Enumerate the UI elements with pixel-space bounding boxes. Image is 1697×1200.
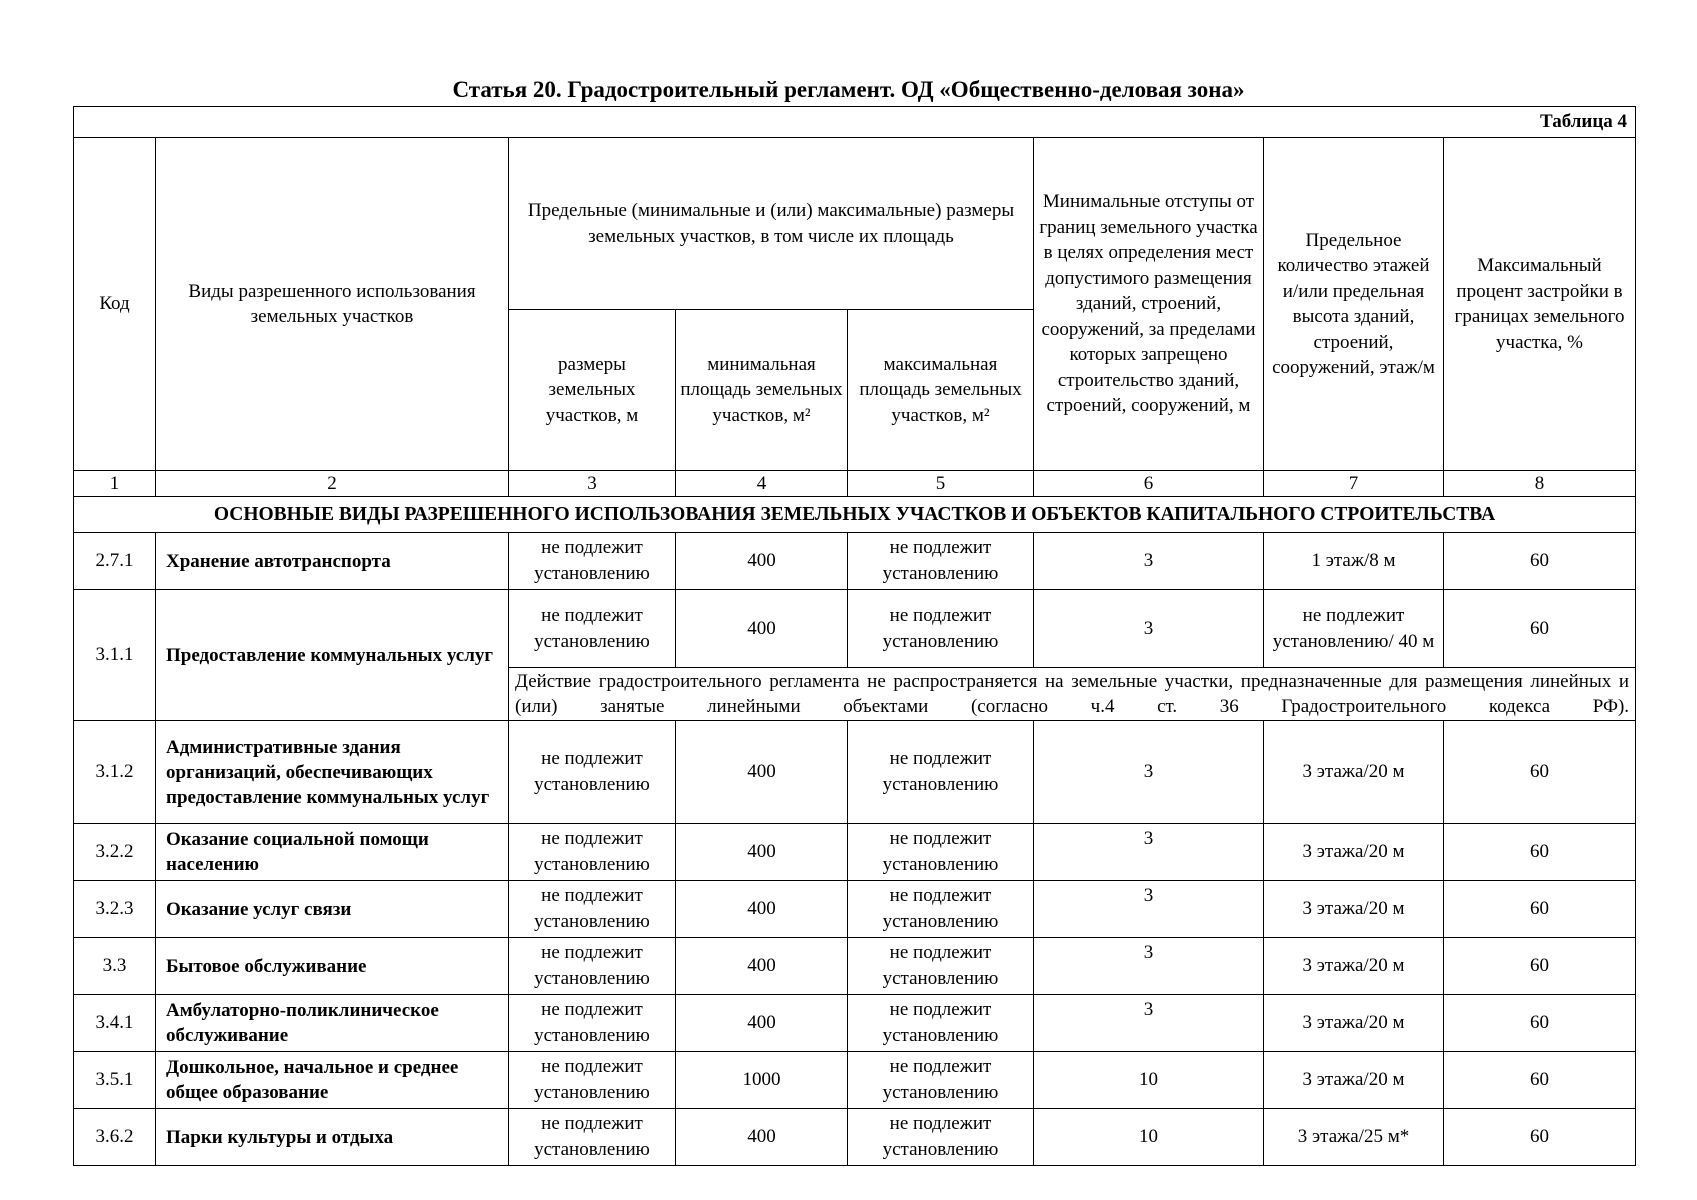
row-setback: 3 <box>1034 824 1264 881</box>
row-name: Оказание социальной помощи населению <box>156 824 509 881</box>
row-max-area: не подлежит установлению <box>848 590 1034 668</box>
table-label: Таблица 4 <box>74 107 1636 138</box>
row-min-area: 400 <box>676 533 848 590</box>
table-row <box>74 1109 1636 1166</box>
row-min-area: 400 <box>676 881 848 938</box>
row-max-area: не подлежит установлению <box>848 824 1034 881</box>
table-row <box>74 1052 1636 1109</box>
row-floors: 3 этажа/20 м <box>1264 995 1444 1052</box>
row-size: не подлежит установлению <box>509 938 676 995</box>
row-code: 3.5.1 <box>74 1052 156 1109</box>
row-max-area: не подлежит установлению <box>848 881 1034 938</box>
table-row <box>74 590 1636 668</box>
row-name: Дошкольное, начальное и среднее общее образование <box>156 1052 509 1109</box>
row-coverage: 60 <box>1444 590 1636 668</box>
row-max-area: не подлежит установлению <box>848 938 1034 995</box>
column-number: 4 <box>676 471 848 497</box>
row-coverage: 60 <box>1444 1109 1636 1166</box>
row-coverage: 60 <box>1444 824 1636 881</box>
section-title: ОСНОВНЫЕ ВИДЫ РАЗРЕШЕННОГО ИСПОЛЬЗОВАНИЯ ЗЕМЕЛЬНЫХ УЧАСТКОВ И ОБЪЕКТОВ КАПИТАЛЬНОГО СТРОИТЕЛЬСТВА <box>74 497 1636 533</box>
row-name: Хранение автотранспорта <box>156 533 509 590</box>
page-title: Статья 20. Градостроительный регламент. ОД «Общественно-деловая зона» <box>452 77 1245 102</box>
column-number: 8 <box>1444 471 1636 497</box>
row-code: 2.7.1 <box>74 533 156 590</box>
header-setbacks: Минимальные отступы от границ земельного участка в целях определения мест допустимого размещения зданий, строений, сооружений, за пределами которых запрещено строительство зданий, строений, сооружений, м <box>1034 138 1264 471</box>
row-setback: 3 <box>1034 995 1264 1052</box>
row-coverage: 60 <box>1444 533 1636 590</box>
row-name: Амбулаторно-поликлиническое обслуживание <box>156 995 509 1052</box>
row-code: 3.2.2 <box>74 824 156 881</box>
row-setback: 10 <box>1034 1109 1264 1166</box>
row-floors: 1 этаж/8 м <box>1264 533 1444 590</box>
row-floors: 3 этажа/20 м <box>1264 721 1444 824</box>
row-size: не подлежит установлению <box>509 721 676 824</box>
header-code: Код <box>74 138 156 471</box>
row-min-area: 1000 <box>676 1052 848 1109</box>
row-code: 3.1.2 <box>74 721 156 824</box>
row-floors: 3 этажа/25 м* <box>1264 1109 1444 1166</box>
table-row <box>74 995 1636 1052</box>
row-name: Оказание услуг связи <box>156 881 509 938</box>
row-max-area: не подлежит установлению <box>848 1052 1034 1109</box>
column-number: 5 <box>848 471 1034 497</box>
row-code: 3.1.1 <box>74 590 156 721</box>
header-coverage: Максимальный процент застройки в границах земельного участка, % <box>1444 138 1636 471</box>
header-max-area: максимальная площадь земельных участков, м² <box>848 310 1034 471</box>
header-plot-limits: Предельные (минимальные и (или) максимальные) размеры земельных участков, в том числе их площадь <box>509 138 1034 310</box>
table-row <box>74 938 1636 995</box>
row-coverage: 60 <box>1444 995 1636 1052</box>
row-setback: 3 <box>1034 721 1264 824</box>
column-number: 2 <box>156 471 509 497</box>
row-size: не подлежит установлению <box>509 824 676 881</box>
column-number: 6 <box>1034 471 1264 497</box>
header-min-area: минимальная площадь земельных участков, м² <box>676 310 848 471</box>
row-floors: 3 этажа/20 м <box>1264 938 1444 995</box>
table-row <box>74 533 1636 590</box>
row-min-area: 400 <box>676 938 848 995</box>
row-max-area: не подлежит установлению <box>848 533 1034 590</box>
row-setback: 3 <box>1034 881 1264 938</box>
row-code: 3.3 <box>74 938 156 995</box>
header-use-types: Виды разрешенного использования земельных участков <box>156 138 509 471</box>
row-size: не подлежит установлению <box>509 1052 676 1109</box>
column-number: 1 <box>74 471 156 497</box>
row-min-area: 400 <box>676 1109 848 1166</box>
row-size: не подлежит установлению <box>509 995 676 1052</box>
row-min-area: 400 <box>676 995 848 1052</box>
column-number: 3 <box>509 471 676 497</box>
table-row <box>74 881 1636 938</box>
row-coverage: 60 <box>1444 881 1636 938</box>
row-max-area: не подлежит установлению <box>848 1109 1034 1166</box>
row-name: Предоставление коммунальных услуг <box>156 590 509 721</box>
row-code: 3.2.3 <box>74 881 156 938</box>
row-size: не подлежит установлению <box>509 590 676 668</box>
row-setback: 3 <box>1034 533 1264 590</box>
table-row <box>74 721 1636 824</box>
row-code: 3.6.2 <box>74 1109 156 1166</box>
row-setback: 10 <box>1034 1052 1264 1109</box>
table-row <box>74 824 1636 881</box>
row-min-area: 400 <box>676 590 848 668</box>
header-floors: Предельное количество этажей и/или предельная высота зданий, строений, сооружений, этаж/м <box>1264 138 1444 471</box>
row-floors: 3 этажа/20 м <box>1264 1052 1444 1109</box>
row-coverage: 60 <box>1444 938 1636 995</box>
row-floors: не подлежит установлению/ 40 м <box>1264 590 1444 668</box>
row-min-area: 400 <box>676 721 848 824</box>
row-name: Парки культуры и отдыха <box>156 1109 509 1166</box>
header-plot-sizes: размеры земельных участков, м <box>509 310 676 471</box>
row-code: 3.4.1 <box>74 995 156 1052</box>
row-floors: 3 этажа/20 м <box>1264 824 1444 881</box>
row-name: Административные здания организаций, обеспечивающих предоставление коммунальных услуг <box>156 721 509 824</box>
row-setback: 3 <box>1034 590 1264 668</box>
column-number: 7 <box>1264 471 1444 497</box>
row-coverage: 60 <box>1444 1052 1636 1109</box>
row-size: не подлежит установлению <box>509 1109 676 1166</box>
row-name: Бытовое обслуживание <box>156 938 509 995</box>
row-setback: 3 <box>1034 938 1264 995</box>
row-size: не подлежит установлению <box>509 881 676 938</box>
row-min-area: 400 <box>676 824 848 881</box>
row-max-area: не подлежит установлению <box>848 995 1034 1052</box>
row-max-area: не подлежит установлению <box>848 721 1034 824</box>
row-size: не подлежит установлению <box>509 533 676 590</box>
row-floors: 3 этажа/20 м <box>1264 881 1444 938</box>
row-note: Действие градостроительного регламента не распространяется на земельные участки, предназначенные для размещения линейных и (или) занятые линейными объектами (согласно ч.4 ст. 36 Градостроительного кодекса РФ). <box>509 668 1636 721</box>
regulation-table <box>73 106 1636 1166</box>
row-coverage: 60 <box>1444 721 1636 824</box>
